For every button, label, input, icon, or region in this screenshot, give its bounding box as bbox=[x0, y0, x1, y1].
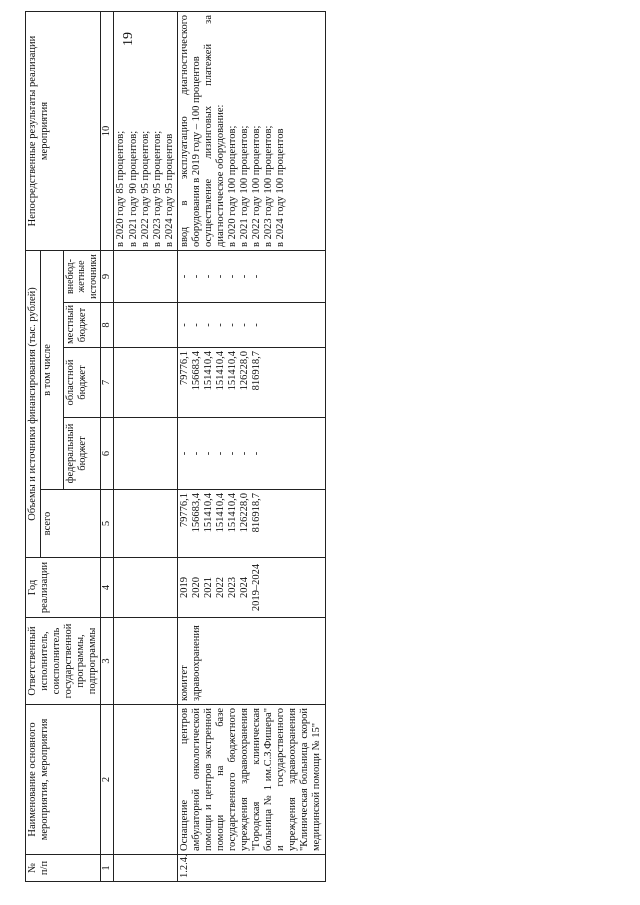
result-line: в 2021 году 90 процентов; bbox=[127, 130, 139, 247]
header-executor: Ответственный исполнитель, соисполнитель государственной программы, подпрограммы bbox=[26, 618, 101, 705]
header-regional: областной бюджет bbox=[63, 348, 101, 418]
year-value: 2024 bbox=[239, 577, 251, 598]
result-line: в 2021 году 100 процентов; bbox=[239, 125, 251, 247]
year-value: 2019–2024 bbox=[251, 563, 263, 612]
federal-value: - bbox=[190, 451, 202, 456]
regional-value: 156683,4 bbox=[190, 351, 202, 391]
result-line: осуществление лизинговых платежей за диагностическое оборудование: bbox=[202, 15, 226, 247]
header-num: № п/п bbox=[26, 855, 101, 882]
result-line: ввод в эксплуатацию диагностического оборудования в 2019 году – 100 процентов bbox=[178, 15, 202, 247]
header-year: Год реализации bbox=[26, 558, 101, 618]
header-name: Наименование основного мероприятия, мероприятия bbox=[26, 705, 101, 855]
previous-results-cell bbox=[114, 12, 177, 251]
column-number: 4 bbox=[101, 558, 114, 618]
column-number-row bbox=[101, 12, 114, 882]
total-value: 126228,0 bbox=[239, 493, 251, 533]
header-results: Непосредственные результаты реализации мероприятия bbox=[26, 12, 101, 251]
regional-value: 816918,7 bbox=[251, 351, 263, 391]
local-value: - bbox=[202, 323, 214, 327]
row-number: 1.2.4. bbox=[177, 855, 325, 882]
regional-value: 151410,4 bbox=[227, 351, 238, 391]
regional-value: 151410,4 bbox=[214, 351, 226, 391]
result-line: в 2020 году 100 процентов; bbox=[227, 125, 238, 247]
total-value: 79776,1 bbox=[178, 493, 190, 528]
column-number: 3 bbox=[101, 618, 114, 705]
result-line: в 2022 году 95 процентов; bbox=[139, 130, 151, 247]
extrabudget-value: - bbox=[178, 274, 190, 279]
year-value: 2020 bbox=[190, 577, 202, 598]
results-cell bbox=[177, 12, 325, 251]
executor: комитет здравоохранения bbox=[177, 618, 325, 705]
extrabudget-cell bbox=[177, 251, 325, 303]
federal-value: - bbox=[227, 451, 238, 456]
local-value: - bbox=[239, 323, 251, 327]
column-number: 9 bbox=[101, 251, 114, 303]
extrabudget-value: - bbox=[227, 274, 238, 279]
column-number: 5 bbox=[101, 490, 114, 558]
federal-value: - bbox=[178, 451, 190, 456]
result-line: в 2023 году 95 процентов; bbox=[151, 130, 163, 247]
regional-value: 151410,4 bbox=[202, 351, 214, 391]
regional-value: 79776,1 bbox=[178, 351, 190, 386]
federal-value: - bbox=[251, 451, 263, 456]
column-number: 1 bbox=[101, 855, 114, 882]
regional-value: 126228,0 bbox=[239, 351, 251, 391]
table-row-previous bbox=[114, 12, 177, 882]
header-funding: Объемы и источники финансирования (тыс. рублей) bbox=[26, 251, 41, 558]
page-number: 19 bbox=[121, 32, 136, 46]
total-value: 151410,4 bbox=[202, 493, 214, 533]
federal-value: - bbox=[202, 451, 214, 456]
total-cell bbox=[177, 490, 325, 558]
extrabudget-value: - bbox=[251, 274, 263, 279]
result-line: в 2020 году 85 процентов; bbox=[115, 130, 127, 247]
local-cell bbox=[177, 303, 325, 348]
header-local: местный бюджет bbox=[63, 303, 101, 348]
column-number: 2 bbox=[101, 705, 114, 855]
total-value: 156683,4 bbox=[190, 493, 202, 533]
total-value: 151410,4 bbox=[227, 493, 238, 533]
years-cell bbox=[177, 558, 325, 618]
year-value: 2023 bbox=[227, 577, 238, 598]
local-value: - bbox=[227, 323, 238, 327]
year-value: 2021 bbox=[202, 577, 214, 598]
header-extrabudget: внебюд-жетные источники bbox=[63, 251, 101, 303]
result-line: в 2022 году 100 процентов; bbox=[251, 125, 263, 247]
federal-value: - bbox=[239, 451, 251, 456]
extrabudget-value: - bbox=[190, 274, 202, 279]
federal-cell bbox=[177, 418, 325, 490]
local-value: - bbox=[251, 323, 263, 327]
local-value: - bbox=[190, 323, 202, 327]
column-number: 8 bbox=[101, 303, 114, 348]
column-number: 6 bbox=[101, 418, 114, 490]
header-federal: федеральный бюджет bbox=[63, 418, 101, 490]
local-value: - bbox=[178, 323, 190, 327]
header-total: всего bbox=[41, 490, 101, 558]
extrabudget-value: - bbox=[239, 274, 251, 279]
column-number: 10 bbox=[101, 12, 114, 251]
federal-value: - bbox=[214, 451, 226, 456]
regional-cell bbox=[177, 348, 325, 418]
year-value: 2019 bbox=[178, 577, 190, 598]
measure-name: Оснащение центров амбулаторной онкологической помощи и центров экстренной помощи на базе государственного бюджетного учреждения здравоохранения "Городская клиническая больница № 1 им.С.З.Фишера" и государственного учреждения здравоохранения "Клиническая больница скорой медицинской помощи № 15" bbox=[177, 705, 325, 855]
total-value: 816918,7 bbox=[251, 493, 263, 533]
table-row bbox=[177, 12, 325, 882]
rotated-content bbox=[25, 12, 600, 882]
year-value: 2022 bbox=[214, 577, 226, 598]
total-value: 151410,4 bbox=[214, 493, 226, 533]
result-line: в 2024 году 100 процентов bbox=[275, 128, 287, 247]
program-table bbox=[25, 11, 326, 882]
result-line: в 2023 году 100 процентов; bbox=[263, 125, 275, 247]
extrabudget-value: - bbox=[214, 274, 226, 279]
column-number: 7 bbox=[101, 348, 114, 418]
header-including: в том числе bbox=[41, 251, 64, 490]
result-line: в 2024 году 95 процентов bbox=[163, 133, 175, 247]
extrabudget-value: - bbox=[202, 274, 214, 279]
local-value: - bbox=[214, 323, 226, 327]
